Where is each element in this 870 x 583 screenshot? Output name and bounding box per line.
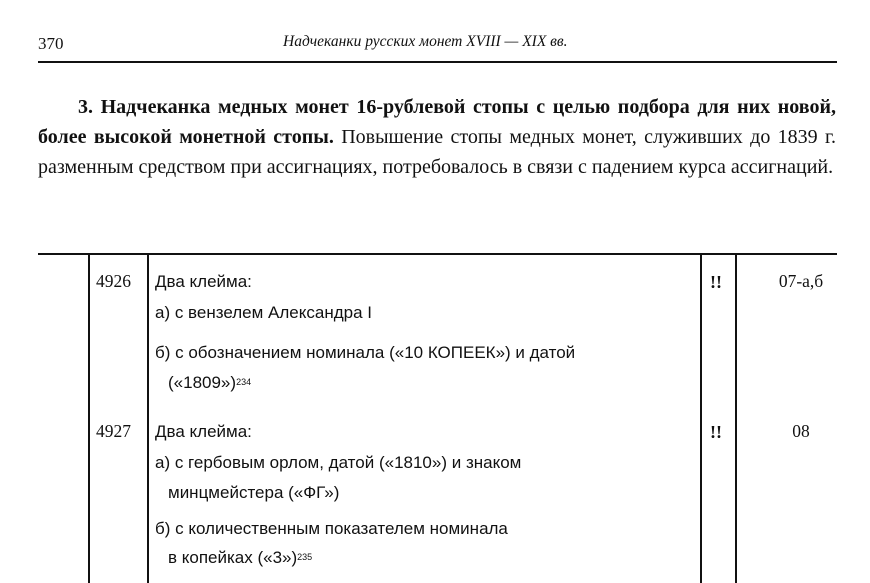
header-rule (38, 61, 837, 63)
entry-stamp-b: б) с количественным показателем номинала (155, 519, 508, 538)
section-paragraph (38, 92, 836, 182)
table-top-rule (38, 253, 837, 255)
footnote-ref: 234 (236, 377, 252, 387)
entry-reference: 07-а,б (778, 271, 824, 291)
running-title: Надчеканки русских монет XVIII — XIX вв. (283, 33, 568, 50)
entry-stamp-b-cont (168, 373, 251, 393)
entry-stamp-b-cont (168, 548, 312, 568)
page-number: 370 (38, 34, 64, 53)
table-column-divider (700, 254, 702, 583)
table-column-divider (147, 254, 149, 583)
page-header (38, 30, 836, 58)
footnote-ref: 235 (297, 552, 313, 562)
entry-reference: 08 (792, 421, 810, 441)
entry-stamp-b: б) с обозначением номинала («10 КОПЕЕК») и датой (155, 343, 576, 362)
rarity-mark: !! (710, 272, 722, 292)
entry-number: 4926 (96, 271, 131, 291)
entry-stamp-a-cont: минцмейстера («ФГ») (168, 483, 340, 502)
table-column-divider (735, 254, 737, 583)
entry-title: Два клейма: (155, 422, 252, 441)
entry-stamp-b-value: в копейках («3») (168, 548, 298, 567)
section-body: Повышение стопы медных монет, служивших до 1839 г. разменным средством при ассигнациях, потребовалось в связи с падением курса ассигнаций. (38, 126, 836, 178)
entry-stamp-a: а) с гербовым орлом, датой («1810») и знаком (155, 453, 522, 472)
entry-stamp-a: а) с вензелем Александра I (155, 303, 372, 322)
section-heading: 3. Надчеканка медных монет 16-рублевой стопы с целью подбора для них новой, более высокой монетной стопы. (38, 96, 836, 148)
rarity-mark: !! (710, 422, 722, 442)
entry-stamp-b-date: («1809») (168, 373, 237, 392)
table-column-divider (88, 254, 90, 583)
entry-number: 4927 (96, 421, 131, 441)
entry-title: Два клейма: (155, 272, 252, 291)
